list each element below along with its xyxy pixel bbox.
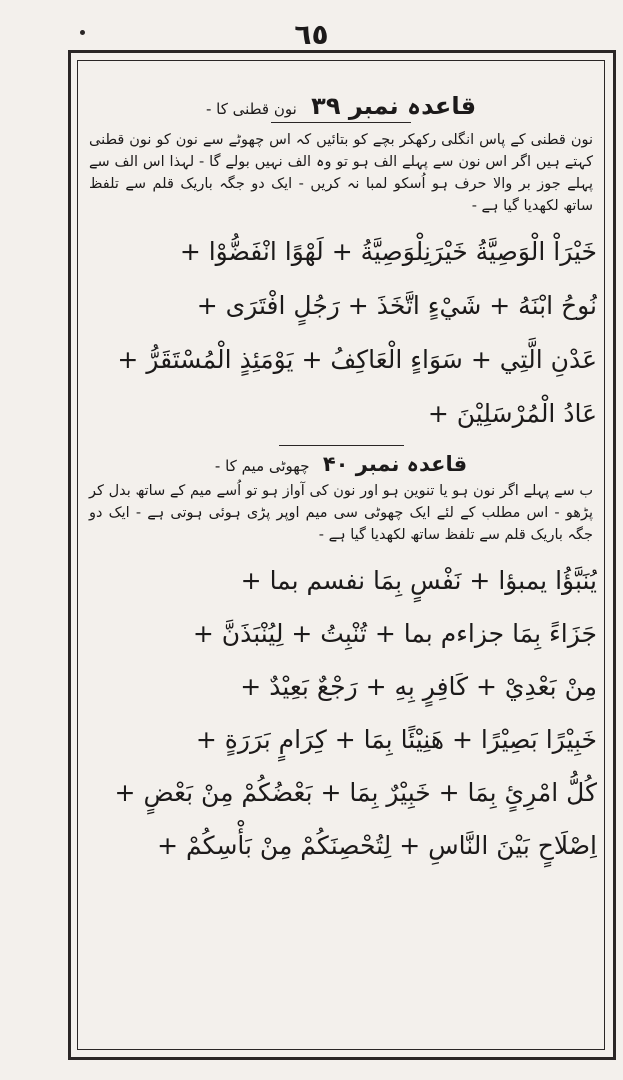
example-line: عَدْنِ الَّتِي + سَوَاءٍ الْعَاكِفُ + يَوْمَئِذٍ الْمُسْتَقَرُّ + — [117, 345, 597, 374]
rule-40-examples — [85, 554, 597, 872]
rule-40-heading — [85, 452, 597, 476]
example-line: يُنَبَّؤُا يمبؤا + نَفْسٍ بِمَا نفسم بما + — [240, 566, 597, 595]
rule-40-subtitle: چھوٹی میم کا - — [214, 457, 310, 475]
rule-39-title: قاعدہ نمبر ۳۹ — [311, 92, 477, 120]
example-line: مِنْ بَعْدِيْ + كَافِرٍ بِهِ + رَجْعٌ بَعِيْدٌ + — [240, 672, 597, 701]
example-line: جَزَاءً بِمَا جزاءم بما + تُنْبِتُ + لِيُنْبَذَنَّ + — [192, 619, 597, 648]
page-number: ٦٥ — [294, 18, 329, 51]
example-line: خَيْرَاْ الْوَصِيَّةُ خَيْرَنِلْوَصِيَّةُ + لَهْوًا انْفَضُّوْا + — [179, 237, 597, 266]
page-content — [85, 70, 597, 1045]
section-divider — [279, 445, 404, 446]
example-line: نُوحُ ابْنَهُ + شَيْءٍ اتَّخَذَ + رَجُلٍ افْتَرَى + — [196, 291, 597, 320]
heading-underline — [271, 122, 411, 123]
example-line: كُلُّ امْرِئٍ بِمَا + خَبِيْرٌ بِمَا + بَعْضُكُمْ مِنْ بَعْضٍ + — [114, 778, 597, 807]
rule-39-examples — [85, 225, 597, 441]
example-line: عَادُ الْمُرْسَلِيْنَ + — [427, 399, 597, 428]
rule-39-heading — [85, 92, 597, 120]
example-line: اِصْلَاحٍ بَيْنَ النَّاسِ + لِتُحْصِنَكُمْ مِنْ بَأْسِكُمْ + — [157, 831, 597, 860]
rule-39-explanation: نون قطنی کے پاس انگلی رکھکر بچے کو بتائیں کہ اس چھوٹے سے نون کو نون قطنی کہتے ہیں اگر اس نون سے پہلے الف ہو تو وہ الف نہیں بولے گا - لہذا اس الف سے پہلے جوز بر والا حرف ہو اُسکو لمبا نہ کریں - ایک دو جگہ باریک قلم سے تلفظ ساتھ لکھدیا گیا ہے - — [89, 132, 593, 214]
rule-40-title: قاعدہ نمبر ۴۰ — [322, 452, 468, 476]
rule-40-explanation: ب سے پہلے اگر نون ہو یا تنوین ہو اور نون کی آواز ہو تو اُسے میم کے ساتھ بدل کر پڑھو - اس مطلب کے لئے ایک چھوٹی سی میم اوپر پڑی ہوئی ہوتی ہے - ایک دو جگہ باریک قلم سے تلفظ ساتھ لکھدیا گیا ہے - — [89, 483, 593, 543]
example-line: خَبِيْرًا بَصِيْرًا + هَنِيْئًا بِمَا + كِرَامٍ بَرَرَةٍ + — [195, 725, 597, 754]
ink-mark — [80, 30, 85, 35]
rule-39-subtitle: نون قطنی کا - — [205, 100, 297, 118]
